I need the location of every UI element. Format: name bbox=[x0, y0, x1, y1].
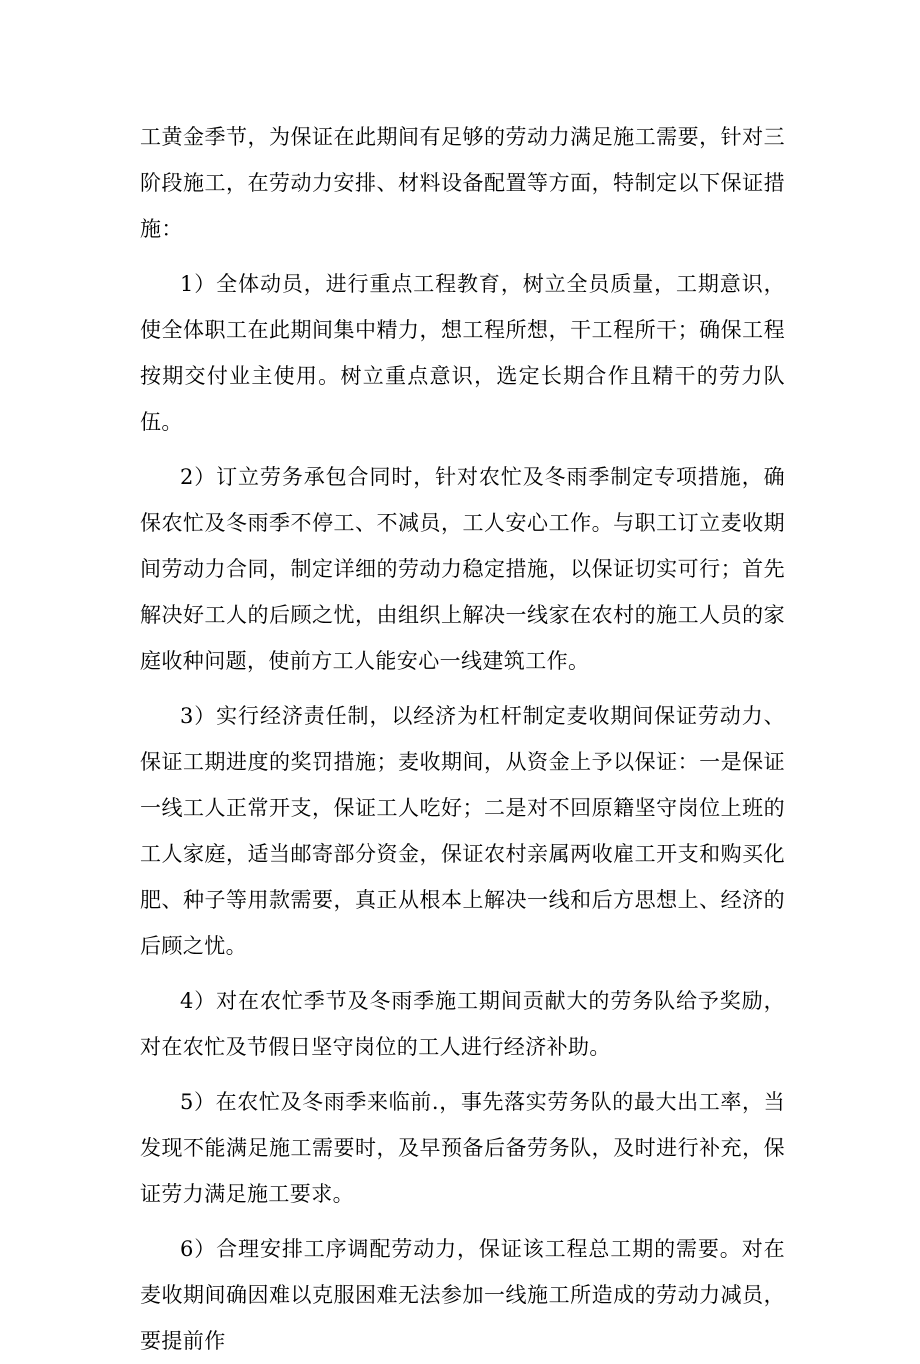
paragraph-measure-5: 5）在农忙及冬雨季来临前.，事先落实劳务队的最大出工率，当发现不能满足施工需要时，及早预备后备劳务队，及时进行补充，保证劳力满足施工要求。 bbox=[140, 1090, 785, 1206]
paragraph-measure-3: 3）实行经济责任制，以经济为杠杆制定麦收期间保证劳动力、保证工期进度的奖罚措施；麦收期间，从资金上予以保证：一是保证一线工人正常开支，保证工人吃好；二是对不回原籍坚守岗位上班的工人家庭，适当邮寄部分资金，保证农村亲属两收雇工开支和购买化肥、种子等用款需要，真正从根本上解决一线和后方思想上、经济的后顾之忧。 bbox=[140, 704, 785, 958]
paragraph-measure-1: 1）全体动员，进行重点工程教育，树立全员质量，工期意识，使全体职工在此期间集中精力，想工程所想，干工程所干；确保工程按期交付业主使用。树立重点意识，选定长期合作且精干的劳力队伍。 bbox=[140, 272, 785, 434]
paragraph-measure-2: 2）订立劳务承包合同时，针对农忙及冬雨季制定专项措施，确保农忙及冬雨季不停工、不减员，工人安心工作。与职工订立麦收期间劳动力合同，制定详细的劳动力稳定措施，以保证切实可行；首先解决好工人的后顾之忧，由组织上解决一线家在农村的施工人员的家庭收种问题，使前方工人能安心一线建筑工作。 bbox=[140, 465, 785, 673]
paragraph-measure-6: 6）合理安排工序调配劳动力，保证该工程总工期的需要。对在麦收期间确因难以克服困难无法参加一线施工所造成的劳动力减员，要提前作 bbox=[140, 1237, 785, 1353]
paragraph-intro: 工黄金季节，为保证在此期间有足够的劳动力满足施工需要，针对三阶段施工，在劳动力安排、材料设备配置等方面，特制定以下保证措施： bbox=[140, 125, 785, 241]
paragraph-measure-4: 4）对在农忙季节及冬雨季施工期间贡献大的劳务队给予奖励，对在农忙及节假日坚守岗位的工人进行经济补助。 bbox=[140, 989, 785, 1059]
document-body bbox=[140, 114, 785, 1364]
